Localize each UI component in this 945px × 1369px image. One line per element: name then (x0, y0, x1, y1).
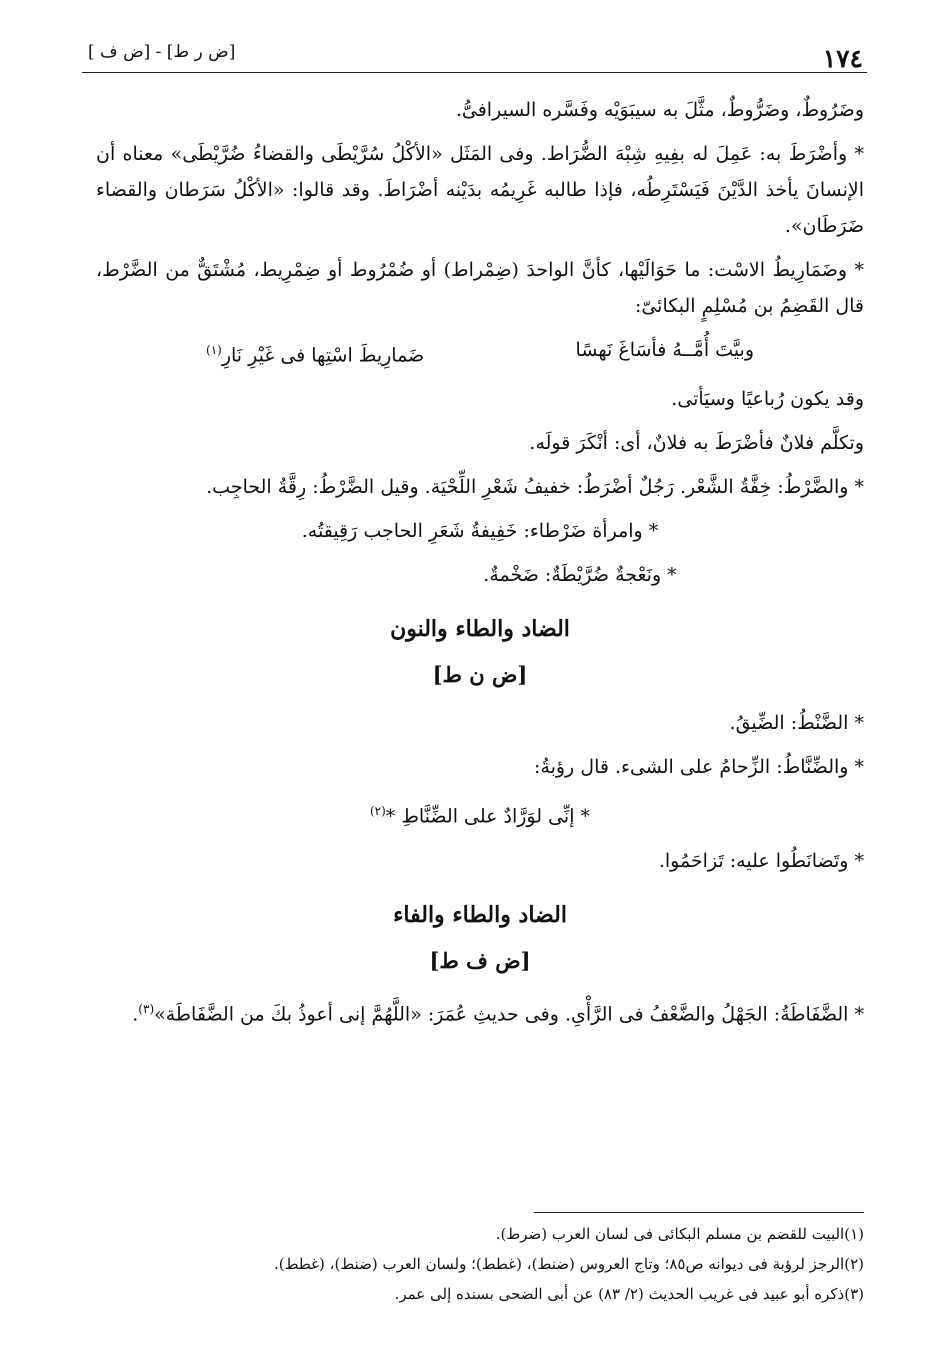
entry-line: * والضِّنَّاطُ: الزِّحامُ على الشىء. قال رؤبةُ: (534, 756, 864, 779)
entry-line: * الضَّفَاطَةُ: الجَهْلُ والضَّعْفُ فى الرَّأْىِ. وفى حديثِ عُمَرَ: «اللَّهُمَّ إنى أعوذُ بكَ من الضَّفَاطَة»$^{(٣)}$. (132, 1001, 864, 1025)
root-heading: [ض ن ط] (432, 662, 528, 688)
section-title: الضاد والطاء والفاء (393, 901, 567, 928)
root-heading: [ض ف ط] (429, 947, 531, 973)
verse-second-hemistich: وبيَّتَ أُمَّــهُ فأسَاغَ نَهسًا (575, 339, 754, 361)
paragraph: وتكلَّم فلانٌ فأضْرَطَ به فلانٌ، أى: أنْكَرَ قولَه. (529, 432, 864, 455)
paragraph: وقد يكون رُباعيًا وسيَأتى. (671, 388, 864, 411)
footnote-divider (534, 1212, 864, 1213)
footnotes (96, 1212, 864, 1309)
entry-line: * الضَّنْطُ: الضِّيقُ. (729, 712, 864, 735)
paragraph: * وأضْرَطَ به: عَمِلَ له بفِيهِ شِبْهَ الضُّرَاط. وفى المَثَل «الأكْلُ سُرَّيْطَى والقضاءُ ضُرَّيْطَى» معناه أن الإنسانَ يأخذ الدَّيْنَ فَيَسْتَرِطُه، فإذا طالبه غَرِيمُه بدَيْنه أضْرَاطَ. وقد قالوا: «الأكْلُ سَرَطان والقضاء ضَرَطَان». (96, 143, 864, 237)
running-head: [ض ر ط] - [ض ف ] (88, 42, 236, 62)
footnote-ref: (٢) (369, 804, 386, 819)
verse-first-hemistich: ضَمارِيطَ اسْتِها فى غَيْرِ نَارِ$^{(١)}$ (206, 343, 425, 367)
paragraph: * ونَعْجةٌ ضُرَّيْطَةٌ: ضَخْمةٌ. (483, 564, 677, 587)
paragraph: * وامرأة ضَرْطاء: خَفِيفةُ شَعَرِ الحاجب رَقِيقتُه. (301, 520, 659, 543)
page-body (96, 92, 864, 1040)
page-header (82, 36, 867, 73)
paragraph: * والضَّرْطُ: خِفَّةُ الشَّعْر. رَجُلٌ أضْرَطُ: خفيفُ شَعْرِ اللِّحْيَة. وقيل الضَّرْطُ: رِقَّةُ الحاجِب. (206, 476, 864, 499)
section-title: الضاد والطاء والنون (390, 616, 570, 643)
footnote-ref: (١) (206, 343, 222, 357)
footnote: (١)البيت للقضم بن مسلم البكائى فى لسان العرب (ضرط). (495, 1225, 864, 1243)
footnote: (٣)ذكره أبو عبيد فى غريب الحديث (٢/ ٨٣) عن أبى الضحى بسنده إلى عمر. (394, 1285, 864, 1303)
rajaz-line: * إنِّى لوَرَّادٌ على الضِّنَّاطِ *$^{(٢)}$ (369, 804, 591, 828)
footnote-ref: (٣) (138, 1001, 155, 1016)
paragraph: وضَرُوطٌ، وضَرُّوطٌ، مثَّلَ به سيبَوَيْه وفَسَّره السيرافىُّ. (455, 99, 864, 121)
footnote: (٢)الرجز لرؤبة فى ديوانه ص٨٥؛ وتاج العروس (ضنط)، (غطط)؛ ولسان العرب (ضنط)، (غطط). (274, 1255, 864, 1273)
poetry-verse (96, 332, 864, 373)
entry-line: * وتَضانَطُوا عليه: تَزاحَمُوا. (658, 849, 864, 872)
page-number: ١٧٤ (822, 44, 863, 73)
paragraph: * وضَمَارِيطُ الاسْت: ما حَوَالَيْها، كأنَّ الواحدَ (ضِمْراط) أو ضُمْرُوط أو ضِمْرِيط، مُشْتَقٌّ من الضَّرْط، قال القَضِمُ بن مُسْلِمٍ البكائىّ: (96, 259, 864, 317)
